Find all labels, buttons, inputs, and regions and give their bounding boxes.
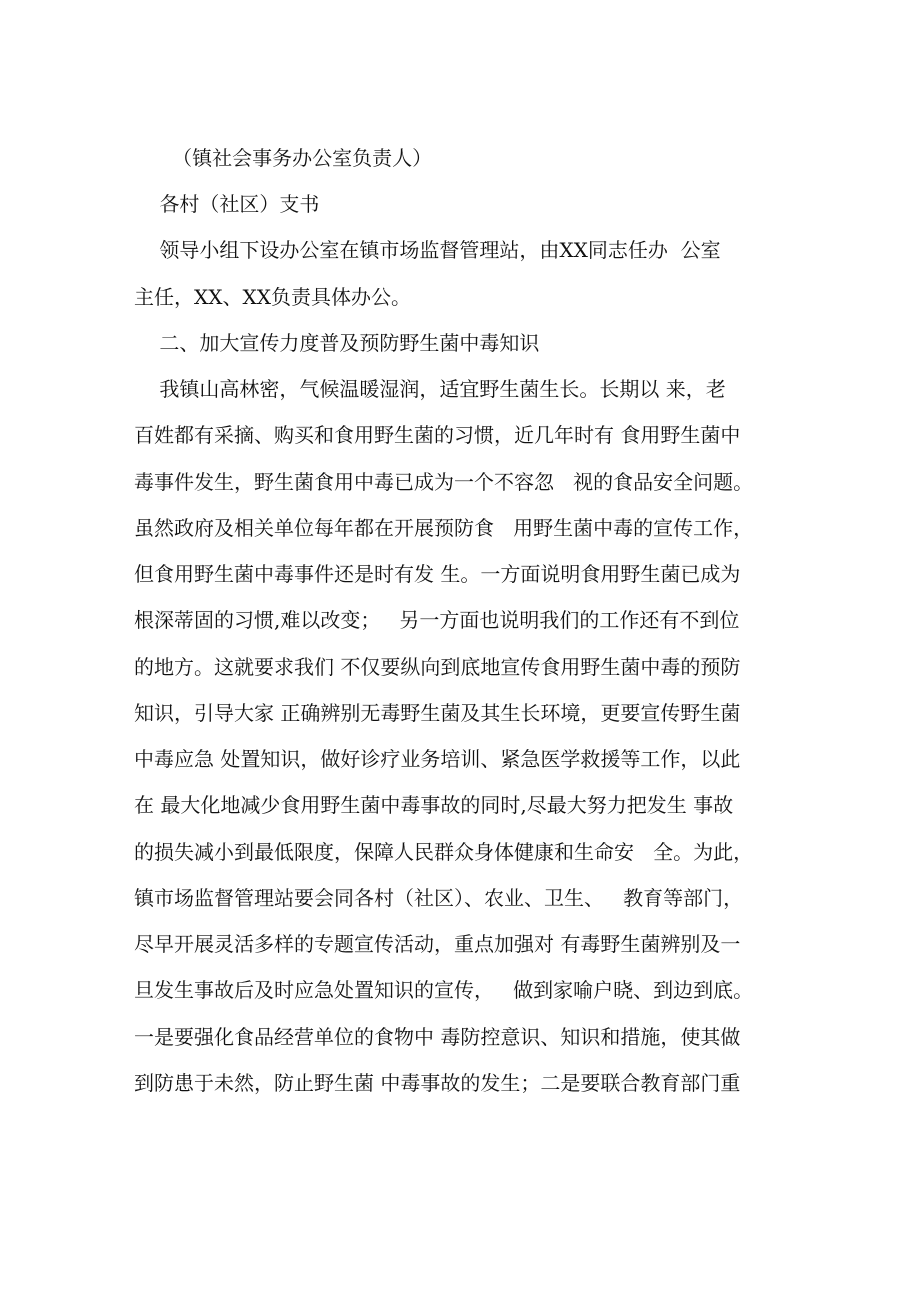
text-line: （镇社会事务办公室负责人）	[134, 146, 433, 170]
text-line: 在 最大化地减少食用野生菌中毒事故的同时,尽最大努力把发生 事故	[134, 793, 734, 817]
text-line: 的地方。这就要求我们 不仅要纵向到底地宣传食用野生菌中毒的预防	[134, 655, 741, 679]
text-line: 主任，XX、XX负责具体办公。	[134, 285, 411, 309]
text-line: 到防患于未然，防止野生菌 中毒事故的发生；二是要联合教育部门重	[134, 1071, 741, 1095]
text-line: 的损失减小到最低限度，保障人民群众身体健康和生命安 全。为此，	[134, 840, 754, 864]
section-heading: 二、加大宣传力度普及预防野生菌中毒知识	[134, 331, 540, 355]
text-line: 尽早开展灵活多样的专题宣传活动，重点加强对 有毒野生菌辨别及一	[134, 932, 741, 956]
text-line: 我镇山高林密，气候温暖湿润，适宜野生菌生长。长期以 来，老	[134, 377, 726, 401]
text-line: 毒事件发生，野生菌食用中毒已成为一个不容忽 视的食品安全问题。	[134, 470, 754, 494]
text-line: 知识，引导大家 正确辨别无毒野生菌及其生长环境，更要宣传野生菌	[134, 701, 741, 725]
text-line: 虽然政府及相关单位每年都在开展预防食 用野生菌中毒的宣传工作，	[134, 516, 754, 540]
text-line: 一是要强化食品经营单位的食物中 毒防控意识、知识和措施，使其做	[134, 1025, 741, 1049]
text-line: 领导小组下设办公室在镇市场监督管理站，由XX同志任办 公室	[134, 238, 721, 262]
text-line: 但食用野生菌中毒事件还是时有发 生。一方面说明食用野生菌已成为	[134, 562, 741, 586]
text-line: 各村（社区）支书	[134, 192, 320, 216]
text-line: 百姓都有采摘、购买和食用野生菌的习惯，近几年时有 食用野生菌中	[134, 423, 741, 447]
text-line: 中毒应急 处置知识，做好诊疗业务培训、紧急医学救援等工作，以此	[134, 747, 741, 771]
text-line: 旦发生事故后及时应急处置知识的宣传， 做到家喻户晓、到边到底。	[134, 978, 754, 1002]
text-line: 镇市场监督管理站要会同各村（社区）、农业、卫生、 教育等部门，	[134, 886, 744, 910]
text-line: 根深蒂固的习惯,难以改变； 另一方面也说明我们的工作还有不到位	[134, 608, 740, 632]
